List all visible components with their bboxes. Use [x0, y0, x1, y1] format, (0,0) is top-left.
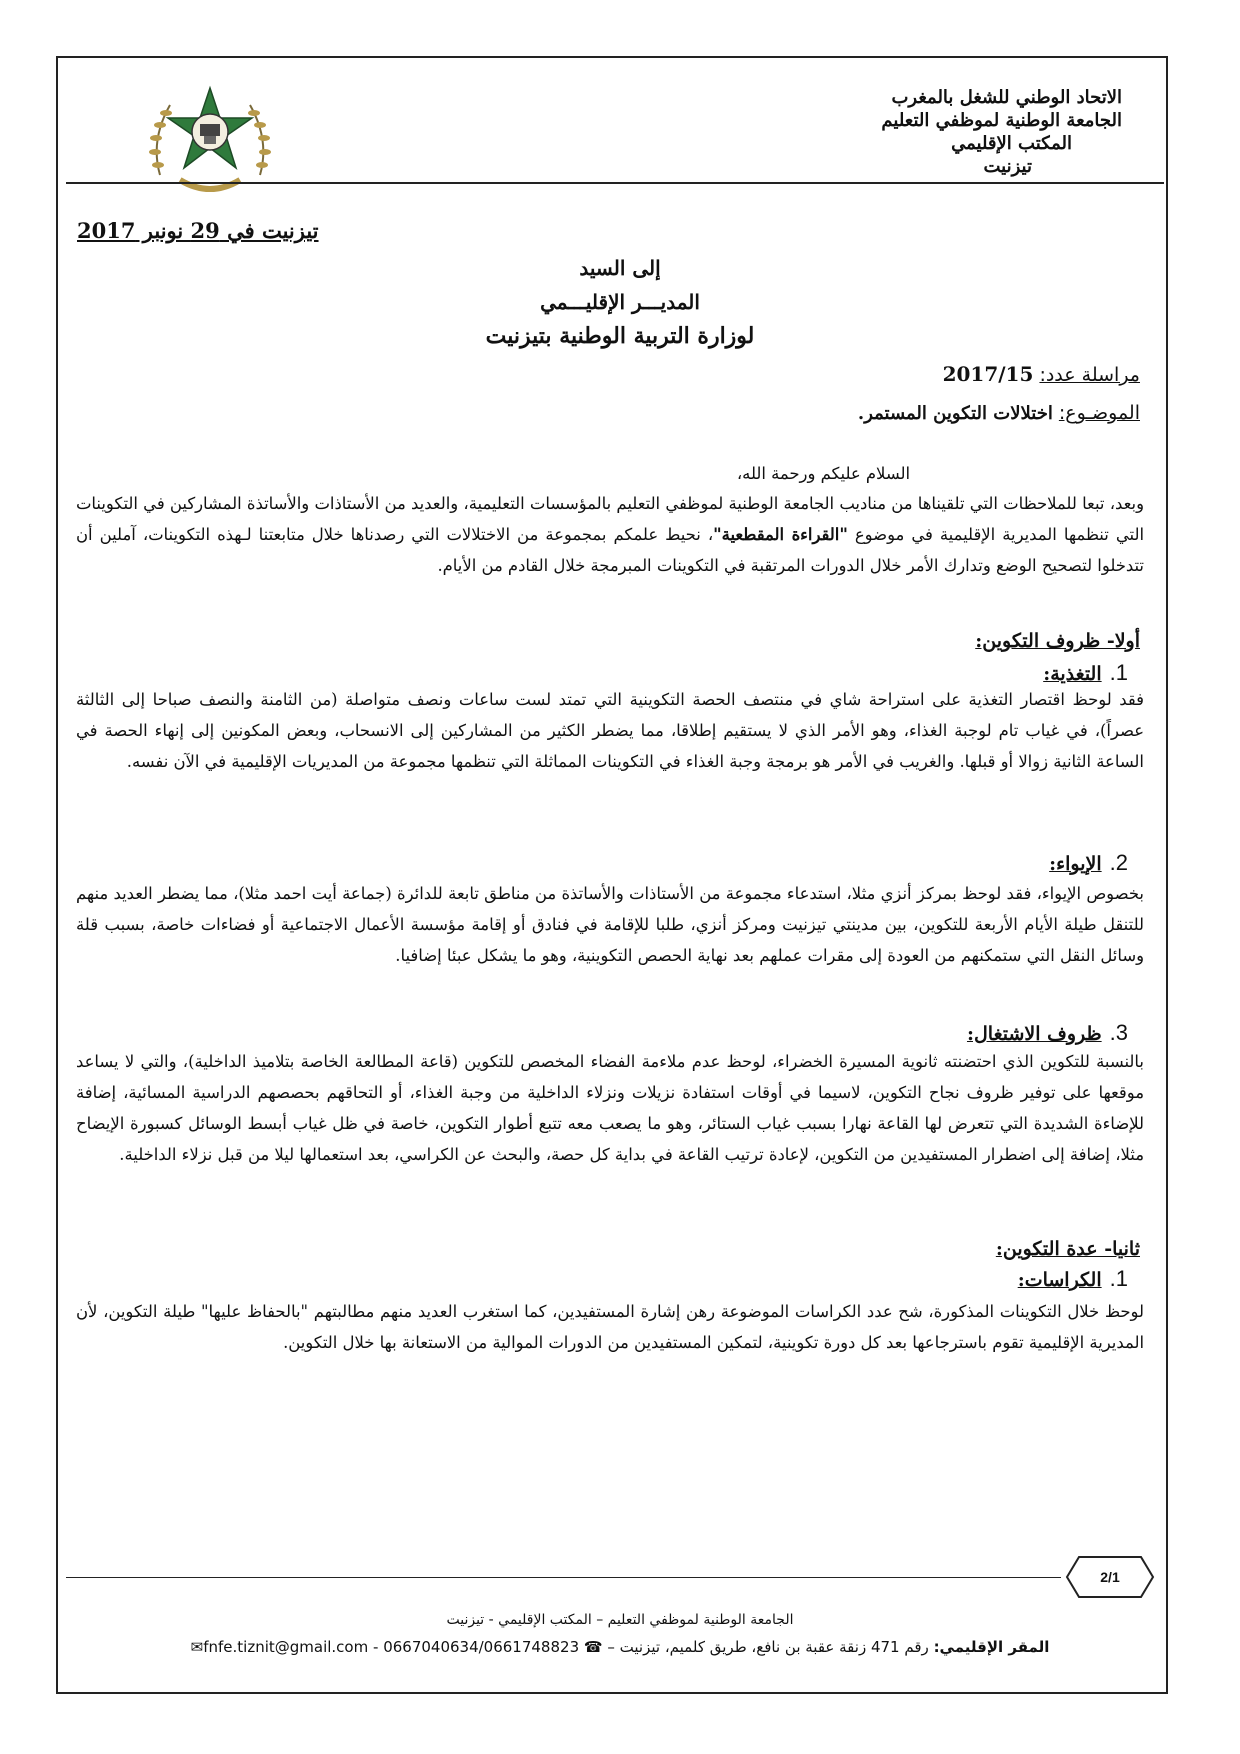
section1-item3-heading [967, 1020, 1128, 1046]
subject-label: الموضـوع: [1058, 402, 1140, 424]
union-name: الاتحاد الوطني للشغل بالمغرب [891, 87, 1122, 108]
section2-item1-text: لوحظ خلال التكوينات المذكورة، شح عدد الكراسات الموضوعة رهن إشارة المستفيدين، كما استغرب العديد منهم مطالبتهم "بالحفاظ عليها" طيلة التكوين، لأن المديرية الإقليمية تقوم باسترجاعها بعد كل دورة تكوينية، لتمكين المستفيدين من الدورات الموالية من الاستعانة بها خلال التكوين. [76, 1302, 1144, 1352]
letter-number [943, 362, 1140, 386]
union-logo [140, 80, 280, 205]
section1-item2-text: بخصوص الإيواء، فقد لوحظ بمركز أنزي مثلا، استدعاء مجموعة من الأستاذات والأساتذة من مناطق تابعة للدائرة (جماعة أيت احمد مثلا)، مما يضطر العديد منهم للتنقل طيلة الأيام الأربعة للتكوين، بين مدينتي تيزنيت ومركز أنزي، طلبا للإقامة في فنادق أو إقامة مؤسسة الأعمال الاجتماعية أو فضاءات خاصة، بسبب قلة وسائل النقل التي ستمكنهم من العودة إلى مقرات عملهم بعد نهاية الحصص التكوينية، وهو ما يشكل عبئا إضافيا. [76, 884, 1144, 965]
letterhead [602, 86, 1122, 178]
city-name: تيزنيت [983, 156, 1032, 177]
subject-value: اختلالات التكوين المستمر. [857, 403, 1053, 424]
federation-name: الجامعة الوطنية لموظفي التعليم [881, 110, 1122, 131]
intro-topic: "القراءة المقطعية" [713, 525, 848, 544]
addressee-line1: إلى السيد [579, 256, 661, 280]
section1-item2-heading [1049, 850, 1128, 876]
section1-item1-heading [1043, 660, 1128, 686]
item-number: 2. [1109, 850, 1128, 875]
letter-date: تيزنيت في 29 نونبر 2017 [77, 218, 319, 243]
item-number: 3. [1109, 1020, 1128, 1045]
addressee-line3: لوزارة التربية الوطنية بتيزنيت [485, 323, 755, 349]
email-address[interactable]: fnfe.tiznit@gmail.com [203, 1638, 369, 1656]
greeting: السلام عليكم ورحمة الله، [736, 464, 910, 483]
section1-item3-text: بالنسبة للتكوين الذي احتضنته ثانوية المسيرة الخضراء، لوحظ عدم ملاءمة الفضاء المخصص للتكوين (قاعة المطالعة الخاصة بتلاميذ الداخلية)، والتي لا يساعد موقعها على توفير ظروف نجاح التكوين، لاسيما في أوقات استفادة نزيلات ونزلاء الداخلية من وجبة الغذاء، أو التحاقهم بحصصهم الدراسية المسائية، إضافة للإضاءة الشديدة التي تتعرض لها القاعة نهارا بسبب غياب الستائر، وهو ما يصعب معه تتبع أطوار التكوين، خاصة في ظل غياب أبسط الوسائل كسبورة الإيضاح مثلا، إضافة إلى اضطرار المستفيدين من التكوين، لإعادة ترتيب القاعة في بداية كل حصة، والبحث عن الكراسي، بعد استعمالها ليلا من قبل نزلاء الداخلية. [76, 1052, 1144, 1164]
hq-label: المقر الإقليمي: [933, 1638, 1050, 1656]
intro-text-end: ، نحيط علمكم بمجموعة من الاختلالات التي رصدناها خلال متابعتنا لـهذه التكوينات، آملين أن تتدخلوا لتصحيح الوضع وتدارك الأمر خلال الدورات المرتقبة في التكوينات المبرمجة خلال القادم من الأيام. [76, 525, 1144, 575]
letter-subject [858, 402, 1140, 424]
addressee-line2: المديـــر الإقليـــمي [540, 290, 700, 314]
section2-title: ثانيا- عدة التكوين: [995, 1238, 1140, 1260]
hq-address: رقم 471 زنقة عقبة بن نافع، طريق كلميم، تيزنيت [619, 1638, 929, 1656]
intro-paragraph [76, 488, 1144, 581]
office-name: المكتب الإقليمي [951, 133, 1072, 154]
item-title: التغذية: [1043, 663, 1102, 685]
letter-number-value: 2017/15 [942, 362, 1034, 386]
letter-number-label: مراسلة عدد: [1039, 364, 1140, 386]
footer-contact: المقر الإقليمي: رقم 471 زنقة عقبة بن نافع، طريق كلميم، تيزنيت – ☎ 0667040634/0661748823 - fnfe.tiznit@gmail.com✉ [190, 1638, 1050, 1656]
footer-divider [66, 1577, 1061, 1578]
intro-text-start: وبعد، تبعا للملاحظات التي تلقيناها من مناديب الجامعة الوطنية لموظفي التعليم بالمؤسسات التعليمية، والعديد من الأستاذات والأساتذة المشاركين في التكوينات التي تنظمها المديرية الإقليمية في موضوع [76, 494, 1144, 544]
item-title: ظروف الاشتغال: [966, 1023, 1102, 1045]
section2-item1-heading [1018, 1266, 1128, 1292]
section1-item1-text: فقد لوحظ اقتصار التغذية على استراحة شاي في منتصف الحصة التكوينية التي تمتد لست ساعات ونصف متواصلة (من الثامنة والنصف صباحا إلى الثالثة عصراً)، في غياب تام لوجبة الغذاء، وهو الأمر الذي لا يستقيم إطلاقا، مما يضطر الكثير من المشاركين إلى الانسحاب، وبعض المكونين إلى إنهاء الحصة في الساعة الثانية زوالا أو قبلها. والغريب في الأمر هو برمجة وجبة الغذاء في التكوينات المماثلة التي تنظمها مجموعة من المديريات الإقليمية في الآن نفسه. [76, 690, 1144, 771]
mail-icon: ✉ [190, 1638, 204, 1656]
item-number: 1. [1109, 660, 1128, 685]
phone-icon: ☎ [583, 1638, 603, 1656]
phone-numbers: 0667040634/0661748823 [383, 1638, 580, 1656]
item-title: الإيواء: [1049, 853, 1102, 875]
page-number-badge [1065, 1555, 1155, 1599]
header-divider [66, 182, 1164, 184]
section1-title: أولا- ظروف التكوين: [975, 630, 1140, 652]
footer-line1: الجامعة الوطنية لموظفي التعليم – المكتب الإقليمي - تيزنيت [446, 1612, 794, 1628]
item-number: 1. [1109, 1266, 1128, 1291]
item-title: الكراسات: [1017, 1269, 1102, 1291]
page-number: 2/1 [1100, 1569, 1120, 1585]
